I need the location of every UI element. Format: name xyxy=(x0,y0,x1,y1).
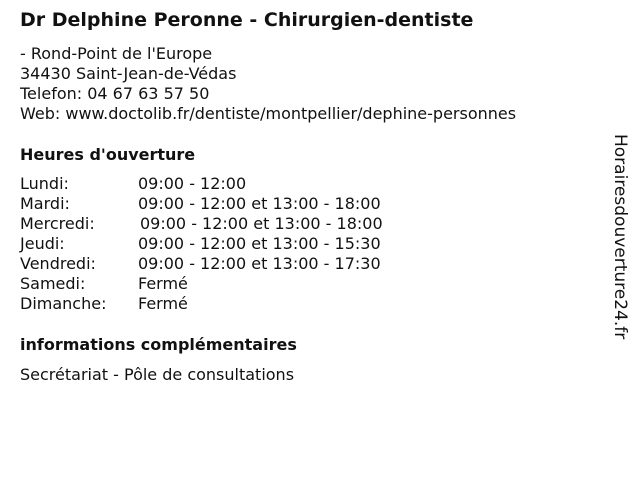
day-label: Mardi: xyxy=(20,194,70,213)
address-city: 34430 Saint-Jean-de-Védas xyxy=(20,64,237,83)
page-title: Dr Delphine Peronne - Chirurgien-dentiste xyxy=(20,9,474,31)
opening-hours-heading: Heures d'ouverture xyxy=(20,145,196,164)
site-watermark: Horairesdouverture24.fr xyxy=(610,134,630,340)
day-label: Dimanche: xyxy=(20,294,107,313)
website-link: Web: www.doctolib.fr/dentiste/montpellier/dephine-personnes xyxy=(20,104,517,123)
day-label: Lundi: xyxy=(20,174,69,193)
time-value: 09:00 - 12:00 et 13:00 - 15:30 xyxy=(138,234,381,253)
time-value: 09:00 - 12:00 et 13:00 - 18:00 xyxy=(140,214,383,233)
time-value: 09:00 - 12:00 xyxy=(138,174,247,193)
time-value: Fermé xyxy=(138,274,188,293)
additional-info-text: Secrétariat - Pôle de consultations xyxy=(20,365,295,384)
day-label: Mercredi: xyxy=(20,214,95,233)
day-label: Jeudi: xyxy=(20,234,65,253)
address-street: - Rond-Point de l'Europe xyxy=(20,44,213,63)
additional-info-heading: informations complémentaires xyxy=(20,335,297,354)
time-value: 09:00 - 12:00 et 13:00 - 17:30 xyxy=(138,254,381,273)
day-label: Vendredi: xyxy=(20,254,96,273)
time-value: 09:00 - 12:00 et 13:00 - 18:00 xyxy=(138,194,381,213)
time-value: Fermé xyxy=(138,294,188,313)
day-label: Samedi: xyxy=(20,274,86,293)
phone-number: Telefon: 04 67 63 57 50 xyxy=(20,84,210,103)
